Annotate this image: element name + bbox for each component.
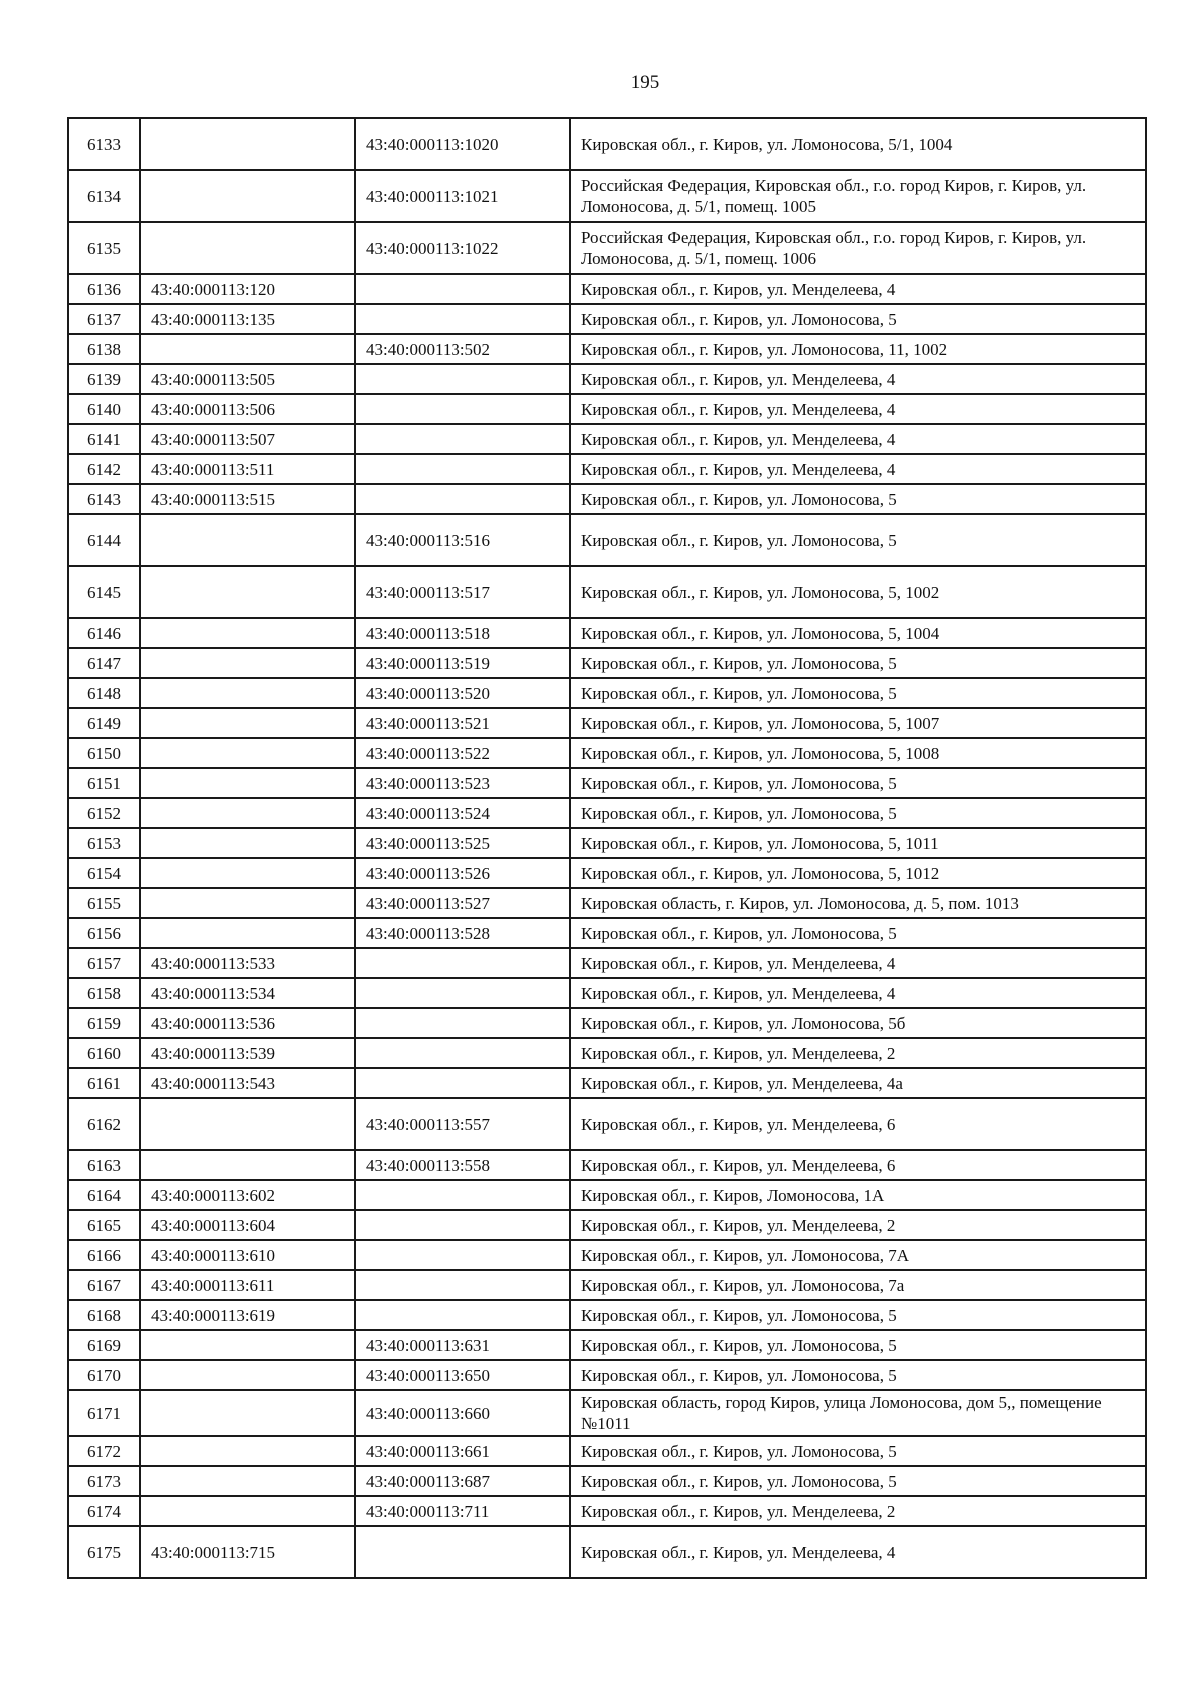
address-cell: Кировская обл., г. Киров, ул. Ломоносова, 5 [570, 768, 1146, 798]
table-row [68, 1210, 1146, 1240]
address-cell: Кировская обл., г. Киров, ул. Ломоносова, 5, 1007 [570, 708, 1146, 738]
table-row [68, 1038, 1146, 1068]
address-cell: Кировская обл., г. Киров, ул. Менделеева, 2 [570, 1496, 1146, 1526]
land-cadastral-cell [140, 566, 355, 618]
row-number-cell: 6146 [68, 618, 140, 648]
row-number-cell: 6163 [68, 1150, 140, 1180]
table-row [68, 1150, 1146, 1180]
building-cadastral-cell [355, 1300, 570, 1330]
land-cadastral-cell [140, 1098, 355, 1150]
row-number-cell: 6152 [68, 798, 140, 828]
land-cadastral-cell: 43:40:000113:533 [140, 948, 355, 978]
land-cadastral-cell [140, 1360, 355, 1390]
row-number-cell: 6175 [68, 1526, 140, 1578]
building-cadastral-cell: 43:40:000113:517 [355, 566, 570, 618]
building-cadastral-cell: 43:40:000113:523 [355, 768, 570, 798]
land-cadastral-cell [140, 118, 355, 170]
building-cadastral-cell [355, 394, 570, 424]
address-cell: Кировская обл., г. Киров, ул. Менделеева, 4 [570, 454, 1146, 484]
table-row [68, 648, 1146, 678]
address-cell: Кировская обл., г. Киров, ул. Ломоносова, 5 [570, 1360, 1146, 1390]
land-cadastral-cell [140, 678, 355, 708]
address-cell: Кировская обл., г. Киров, ул. Ломоносова, 5б [570, 1008, 1146, 1038]
table-row [68, 304, 1146, 334]
row-number-cell: 6144 [68, 514, 140, 566]
row-number-cell: 6164 [68, 1180, 140, 1210]
row-number-cell: 6140 [68, 394, 140, 424]
table-row [68, 424, 1146, 454]
row-number-cell: 6142 [68, 454, 140, 484]
table-row [68, 828, 1146, 858]
land-cadastral-cell [140, 1466, 355, 1496]
building-cadastral-cell: 43:40:000113:522 [355, 738, 570, 768]
land-cadastral-cell: 43:40:000113:511 [140, 454, 355, 484]
land-cadastral-cell: 43:40:000113:619 [140, 1300, 355, 1330]
table-row [68, 1330, 1146, 1360]
land-cadastral-cell [140, 618, 355, 648]
address-cell: Кировская обл., г. Киров, ул. Менделеева, 4 [570, 424, 1146, 454]
building-cadastral-cell: 43:40:000113:711 [355, 1496, 570, 1526]
table-row [68, 948, 1146, 978]
table-row [68, 1466, 1146, 1496]
land-cadastral-cell [140, 738, 355, 768]
table-row [68, 274, 1146, 304]
address-cell: Кировская обл., г. Киров, ул. Ломоносова, 5, 1011 [570, 828, 1146, 858]
land-cadastral-cell: 43:40:000113:610 [140, 1240, 355, 1270]
table-row [68, 170, 1146, 222]
land-cadastral-cell: 43:40:000113:507 [140, 424, 355, 454]
address-cell: Кировская обл., г. Киров, ул. Менделеева, 4 [570, 394, 1146, 424]
address-cell: Кировская обл., г. Киров, ул. Ломоносова, 11, 1002 [570, 334, 1146, 364]
row-number-cell: 6143 [68, 484, 140, 514]
table-row [68, 678, 1146, 708]
land-cadastral-cell [140, 334, 355, 364]
building-cadastral-cell: 43:40:000113:525 [355, 828, 570, 858]
row-number-cell: 6138 [68, 334, 140, 364]
land-cadastral-cell [140, 222, 355, 274]
building-cadastral-cell [355, 424, 570, 454]
land-cadastral-cell [140, 768, 355, 798]
registry-table [67, 117, 1147, 1579]
land-cadastral-cell [140, 708, 355, 738]
row-number-cell: 6139 [68, 364, 140, 394]
address-cell: Кировская обл., г. Киров, ул. Менделеева, 6 [570, 1150, 1146, 1180]
land-cadastral-cell [140, 828, 355, 858]
land-cadastral-cell: 43:40:000113:602 [140, 1180, 355, 1210]
table-row [68, 1180, 1146, 1210]
land-cadastral-cell [140, 1436, 355, 1466]
table-row [68, 1270, 1146, 1300]
address-cell: Кировская обл., г. Киров, ул. Ломоносова, 5 [570, 1330, 1146, 1360]
land-cadastral-cell [140, 858, 355, 888]
table-row [68, 1240, 1146, 1270]
address-cell: Кировская обл., г. Киров, ул. Ломоносова, 5 [570, 1436, 1146, 1466]
address-cell: Кировская обл., г. Киров, ул. Ломоносова, 5 [570, 798, 1146, 828]
land-cadastral-cell [140, 918, 355, 948]
address-cell: Кировская область, г. Киров, ул. Ломоносова, д. 5, пом. 1013 [570, 888, 1146, 918]
address-cell: Кировская обл., г. Киров, ул. Ломоносова, 5 [570, 918, 1146, 948]
address-cell: Кировская обл., г. Киров, ул. Ломоносова, 7а [570, 1270, 1146, 1300]
building-cadastral-cell: 43:40:000113:527 [355, 888, 570, 918]
land-cadastral-cell: 43:40:000113:515 [140, 484, 355, 514]
land-cadastral-cell [140, 648, 355, 678]
address-cell: Кировская обл., г. Киров, ул. Менделеева, 4 [570, 364, 1146, 394]
land-cadastral-cell [140, 1496, 355, 1526]
address-cell: Кировская обл., г. Киров, ул. Менделеева, 4а [570, 1068, 1146, 1098]
land-cadastral-cell: 43:40:000113:715 [140, 1526, 355, 1578]
building-cadastral-cell [355, 1270, 570, 1300]
building-cadastral-cell [355, 304, 570, 334]
land-cadastral-cell [140, 888, 355, 918]
building-cadastral-cell [355, 1068, 570, 1098]
building-cadastral-cell: 43:40:000113:518 [355, 618, 570, 648]
address-cell: Кировская обл., г. Киров, ул. Ломоносова, 5, 1008 [570, 738, 1146, 768]
row-number-cell: 6136 [68, 274, 140, 304]
building-cadastral-cell: 43:40:000113:502 [355, 334, 570, 364]
land-cadastral-cell: 43:40:000113:539 [140, 1038, 355, 1068]
building-cadastral-cell: 43:40:000113:687 [355, 1466, 570, 1496]
land-cadastral-cell [140, 170, 355, 222]
row-number-cell: 6145 [68, 566, 140, 618]
table-row [68, 978, 1146, 1008]
building-cadastral-cell [355, 1008, 570, 1038]
row-number-cell: 6148 [68, 678, 140, 708]
building-cadastral-cell: 43:40:000113:526 [355, 858, 570, 888]
row-number-cell: 6161 [68, 1068, 140, 1098]
land-cadastral-cell: 43:40:000113:604 [140, 1210, 355, 1240]
table-row [68, 1098, 1146, 1150]
land-cadastral-cell: 43:40:000113:536 [140, 1008, 355, 1038]
building-cadastral-cell [355, 364, 570, 394]
row-number-cell: 6156 [68, 918, 140, 948]
table-row [68, 708, 1146, 738]
table-row [68, 918, 1146, 948]
building-cadastral-cell [355, 454, 570, 484]
land-cadastral-cell: 43:40:000113:505 [140, 364, 355, 394]
building-cadastral-cell: 43:40:000113:520 [355, 678, 570, 708]
building-cadastral-cell: 43:40:000113:631 [355, 1330, 570, 1360]
building-cadastral-cell: 43:40:000113:521 [355, 708, 570, 738]
row-number-cell: 6171 [68, 1390, 140, 1436]
table-row [68, 1390, 1146, 1436]
address-cell: Кировская обл., г. Киров, ул. Менделеева, 4 [570, 1526, 1146, 1578]
row-number-cell: 6153 [68, 828, 140, 858]
row-number-cell: 6137 [68, 304, 140, 334]
building-cadastral-cell: 43:40:000113:660 [355, 1390, 570, 1436]
building-cadastral-cell: 43:40:000113:1022 [355, 222, 570, 274]
address-cell: Кировская обл., г. Киров, ул. Ломоносова, 5 [570, 648, 1146, 678]
building-cadastral-cell: 43:40:000113:557 [355, 1098, 570, 1150]
row-number-cell: 6167 [68, 1270, 140, 1300]
address-cell: Кировская обл., г. Киров, ул. Ломоносова, 5 [570, 1466, 1146, 1496]
row-number-cell: 6135 [68, 222, 140, 274]
address-cell: Кировская обл., г. Киров, ул. Ломоносова, 5 [570, 304, 1146, 334]
table-row [68, 798, 1146, 828]
table-row [68, 1436, 1146, 1466]
building-cadastral-cell: 43:40:000113:650 [355, 1360, 570, 1390]
table-row [68, 738, 1146, 768]
building-cadastral-cell [355, 948, 570, 978]
row-number-cell: 6149 [68, 708, 140, 738]
building-cadastral-cell [355, 1526, 570, 1578]
table-row [68, 118, 1146, 170]
row-number-cell: 6159 [68, 1008, 140, 1038]
land-cadastral-cell: 43:40:000113:543 [140, 1068, 355, 1098]
building-cadastral-cell: 43:40:000113:528 [355, 918, 570, 948]
row-number-cell: 6150 [68, 738, 140, 768]
land-cadastral-cell: 43:40:000113:120 [140, 274, 355, 304]
table-row [68, 484, 1146, 514]
address-cell: Кировская обл., г. Киров, ул. Менделеева, 4 [570, 978, 1146, 1008]
building-cadastral-cell: 43:40:000113:558 [355, 1150, 570, 1180]
address-cell: Кировская обл., г. Киров, ул. Менделеева, 2 [570, 1210, 1146, 1240]
address-cell: Кировская обл., г. Киров, ул. Ломоносова, 7А [570, 1240, 1146, 1270]
address-cell: Кировская обл., г. Киров, ул. Ломоносова, 5, 1004 [570, 618, 1146, 648]
table-row [68, 1068, 1146, 1098]
table-row [68, 1300, 1146, 1330]
row-number-cell: 6168 [68, 1300, 140, 1330]
address-cell: Кировская обл., г. Киров, ул. Менделеева, 4 [570, 948, 1146, 978]
building-cadastral-cell [355, 274, 570, 304]
building-cadastral-cell [355, 484, 570, 514]
building-cadastral-cell [355, 1038, 570, 1068]
land-cadastral-cell: 43:40:000113:135 [140, 304, 355, 334]
row-number-cell: 6172 [68, 1436, 140, 1466]
row-number-cell: 6166 [68, 1240, 140, 1270]
row-number-cell: 6162 [68, 1098, 140, 1150]
land-cadastral-cell [140, 1390, 355, 1436]
building-cadastral-cell: 43:40:000113:661 [355, 1436, 570, 1466]
land-cadastral-cell [140, 1150, 355, 1180]
land-cadastral-cell: 43:40:000113:506 [140, 394, 355, 424]
land-cadastral-cell [140, 514, 355, 566]
row-number-cell: 6151 [68, 768, 140, 798]
table-row [68, 514, 1146, 566]
table-row [68, 1360, 1146, 1390]
row-number-cell: 6158 [68, 978, 140, 1008]
address-cell: Кировская обл., г. Киров, ул. Ломоносова, 5 [570, 678, 1146, 708]
address-cell: Кировская обл., г. Киров, ул. Ломоносова, 5 [570, 514, 1146, 566]
row-number-cell: 6165 [68, 1210, 140, 1240]
table-row [68, 1496, 1146, 1526]
table-row [68, 566, 1146, 618]
row-number-cell: 6160 [68, 1038, 140, 1068]
address-cell: Кировская обл., г. Киров, ул. Менделеева, 6 [570, 1098, 1146, 1150]
address-cell: Кировская обл., г. Киров, ул. Ломоносова, 5, 1002 [570, 566, 1146, 618]
table-row [68, 1526, 1146, 1578]
address-cell: Кировская обл., г. Киров, ул. Ломоносова, 5/1, 1004 [570, 118, 1146, 170]
address-cell: Кировская обл., г. Киров, ул. Менделеева, 4 [570, 274, 1146, 304]
row-number-cell: 6174 [68, 1496, 140, 1526]
page-number: 195 [630, 72, 660, 93]
land-cadastral-cell [140, 1330, 355, 1360]
table-row [68, 364, 1146, 394]
table-row [68, 858, 1146, 888]
table-row [68, 888, 1146, 918]
table-row [68, 394, 1146, 424]
row-number-cell: 6169 [68, 1330, 140, 1360]
building-cadastral-cell: 43:40:000113:1021 [355, 170, 570, 222]
table-row [68, 334, 1146, 364]
table-row [68, 454, 1146, 484]
address-cell: Кировская обл., г. Киров, ул. Ломоносова, 5, 1012 [570, 858, 1146, 888]
building-cadastral-cell [355, 978, 570, 1008]
address-cell: Кировская область, город Киров, улица Ломоносова, дом 5,, помещение №1011 [570, 1390, 1146, 1436]
row-number-cell: 6157 [68, 948, 140, 978]
land-cadastral-cell [140, 798, 355, 828]
address-cell: Кировская обл., г. Киров, ул. Ломоносова, 5 [570, 484, 1146, 514]
building-cadastral-cell: 43:40:000113:516 [355, 514, 570, 566]
row-number-cell: 6155 [68, 888, 140, 918]
row-number-cell: 6134 [68, 170, 140, 222]
address-cell: Кировская обл., г. Киров, Ломоносова, 1А [570, 1180, 1146, 1210]
building-cadastral-cell: 43:40:000113:1020 [355, 118, 570, 170]
row-number-cell: 6154 [68, 858, 140, 888]
row-number-cell: 6170 [68, 1360, 140, 1390]
address-cell: Российская Федерация, Кировская обл., г.о. город Киров, г. Киров, ул. Ломоносова, д. 5/1, помещ. 1005 [570, 170, 1146, 222]
land-cadastral-cell: 43:40:000113:534 [140, 978, 355, 1008]
registry-body [68, 118, 1146, 1578]
row-number-cell: 6141 [68, 424, 140, 454]
land-cadastral-cell: 43:40:000113:611 [140, 1270, 355, 1300]
row-number-cell: 6133 [68, 118, 140, 170]
row-number-cell: 6173 [68, 1466, 140, 1496]
building-cadastral-cell: 43:40:000113:519 [355, 648, 570, 678]
building-cadastral-cell [355, 1240, 570, 1270]
address-cell: Кировская обл., г. Киров, ул. Ломоносова, 5 [570, 1300, 1146, 1330]
table-row [68, 222, 1146, 274]
building-cadastral-cell [355, 1210, 570, 1240]
table-row [68, 618, 1146, 648]
address-cell: Кировская обл., г. Киров, ул. Менделеева, 2 [570, 1038, 1146, 1068]
table-row [68, 1008, 1146, 1038]
building-cadastral-cell: 43:40:000113:524 [355, 798, 570, 828]
address-cell: Российская Федерация, Кировская обл., г.о. город Киров, г. Киров, ул. Ломоносова, д. 5/1, помещ. 1006 [570, 222, 1146, 274]
table-row [68, 768, 1146, 798]
building-cadastral-cell [355, 1180, 570, 1210]
row-number-cell: 6147 [68, 648, 140, 678]
